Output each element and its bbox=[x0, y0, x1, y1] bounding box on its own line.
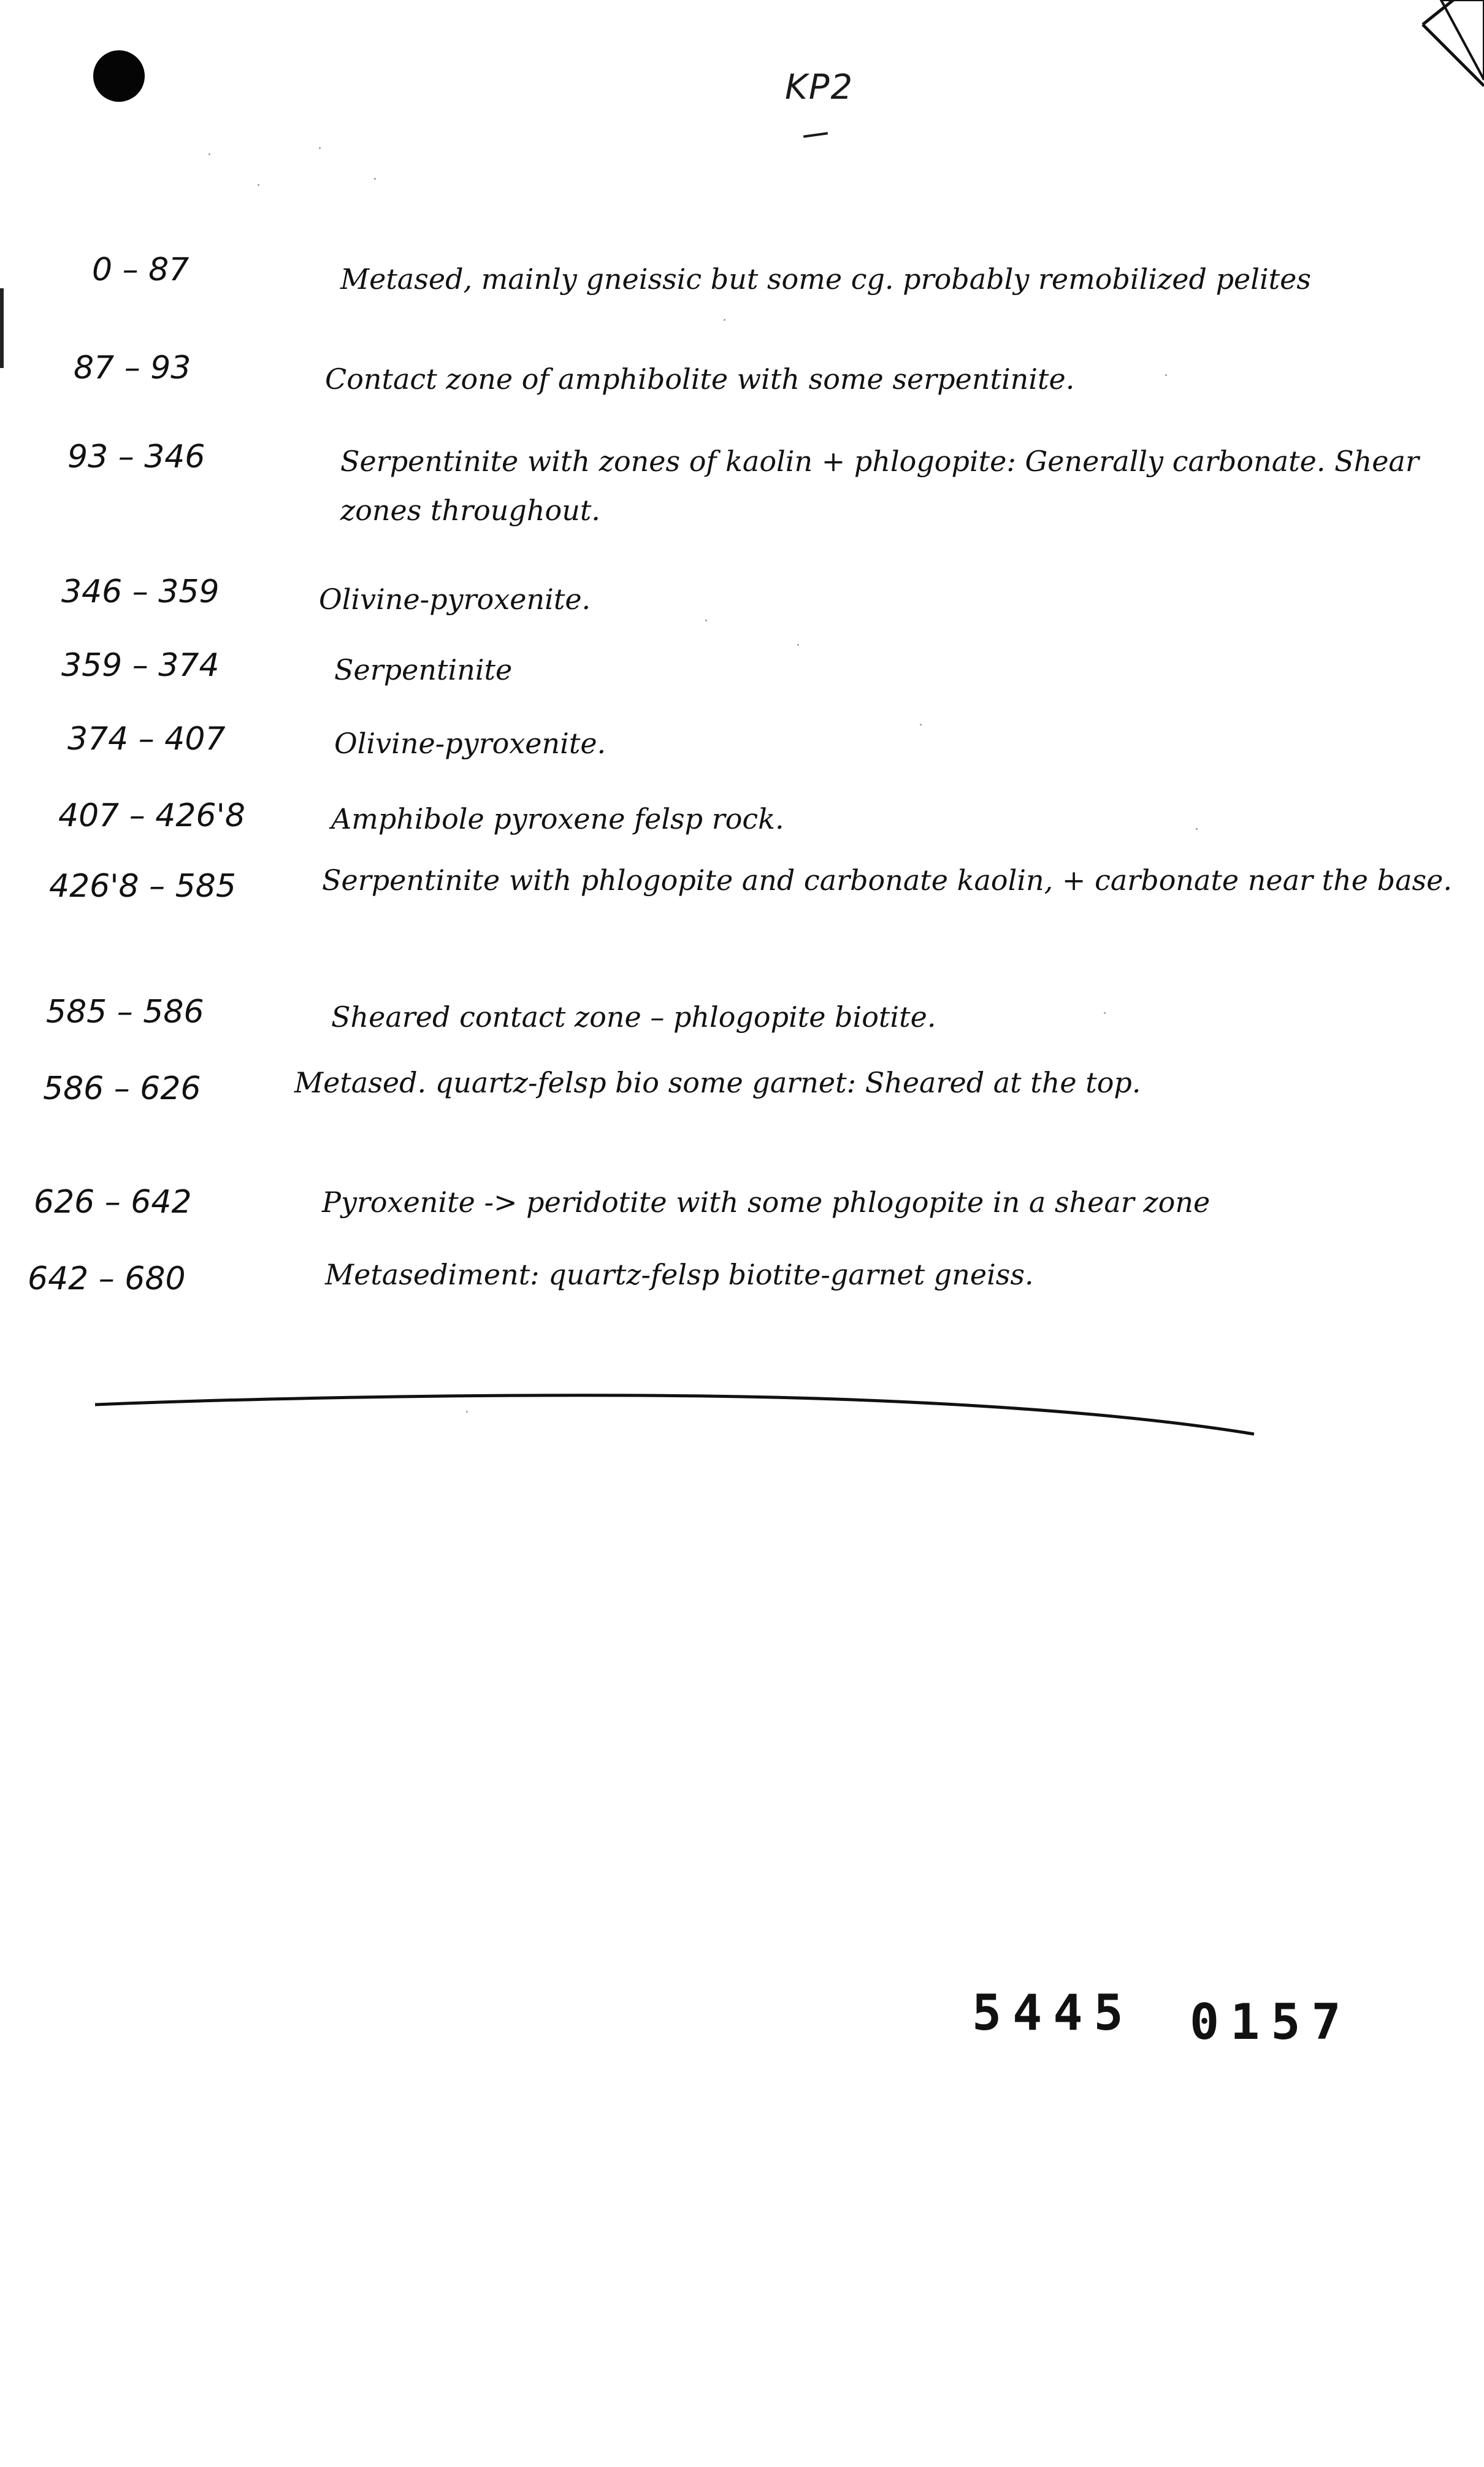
depth-interval: 426'8 – 585 bbox=[49, 868, 236, 905]
depth-interval: 87 – 93 bbox=[74, 350, 191, 386]
lithology-description: Contact zone of amphibolite with some serpentinite. bbox=[325, 363, 1075, 396]
lithology-description: Serpentinite with phlogopite and carbonate kaolin, + carbonate near the base. bbox=[322, 864, 1452, 897]
lithology-description: Metased, mainly gneissic but some cg. probably remobilized pelites bbox=[340, 263, 1311, 296]
lithology-description: Amphibole pyroxene felsp rock. bbox=[331, 802, 784, 835]
lithology-description: Serpentinite bbox=[334, 653, 513, 686]
scan-speckle bbox=[797, 644, 799, 646]
folded-corner bbox=[1398, 0, 1484, 129]
scan-speckle bbox=[258, 184, 259, 186]
scan-speckle bbox=[1104, 1012, 1106, 1014]
depth-interval: 374 – 407 bbox=[67, 721, 226, 758]
lithology-description: Olivine-pyroxenite. bbox=[319, 583, 591, 616]
scan-speckle bbox=[705, 620, 707, 621]
scan-speckle bbox=[920, 724, 922, 726]
punch-hole bbox=[93, 50, 145, 102]
lithology-description: Metased. quartz-felsp bio some garnet: Sheared at the top. bbox=[294, 1066, 1141, 1099]
scan-speckle bbox=[208, 153, 210, 155]
lithology-description: Serpentinite with zones of kaolin + phlogopite: Generally carbonate. Shear zones throughout. bbox=[340, 445, 1419, 527]
end-of-log-rule bbox=[92, 1392, 1257, 1448]
archive-number-suffix: 0157 bbox=[1190, 1993, 1352, 2051]
lithology-description: Metasediment: quartz-felsp biotite-garnet gneiss. bbox=[325, 1258, 1034, 1291]
depth-interval: 642 – 680 bbox=[28, 1260, 186, 1297]
header-dash bbox=[803, 132, 828, 138]
depth-interval: 586 – 626 bbox=[43, 1070, 201, 1107]
lithology-description: Sheared contact zone – phlogopite biotite. bbox=[331, 1000, 936, 1034]
depth-interval: 626 – 642 bbox=[34, 1184, 192, 1221]
scan-speckle bbox=[466, 1411, 468, 1413]
scan-speckle bbox=[319, 147, 321, 149]
depth-interval: 359 – 374 bbox=[61, 647, 220, 684]
depth-interval: 585 – 586 bbox=[46, 994, 204, 1030]
depth-interval: 407 – 426'8 bbox=[58, 797, 245, 834]
depth-interval: 0 – 87 bbox=[92, 251, 189, 288]
scan-speckle bbox=[374, 178, 376, 180]
scan-edge-mark bbox=[0, 288, 4, 368]
scan-speckle bbox=[1196, 828, 1198, 830]
lithology-description: Pyroxenite -> peridotite with some phlogopite in a shear zone bbox=[322, 1186, 1211, 1219]
scan-speckle bbox=[724, 319, 725, 321]
depth-interval: 346 – 359 bbox=[61, 574, 220, 610]
archive-number-prefix: 5445 bbox=[972, 1984, 1134, 2041]
lithology-description: Olivine-pyroxenite. bbox=[334, 727, 606, 760]
borehole-code: KP2 bbox=[785, 67, 854, 107]
scan-speckle bbox=[1165, 374, 1167, 376]
depth-interval: 93 – 346 bbox=[67, 439, 205, 475]
